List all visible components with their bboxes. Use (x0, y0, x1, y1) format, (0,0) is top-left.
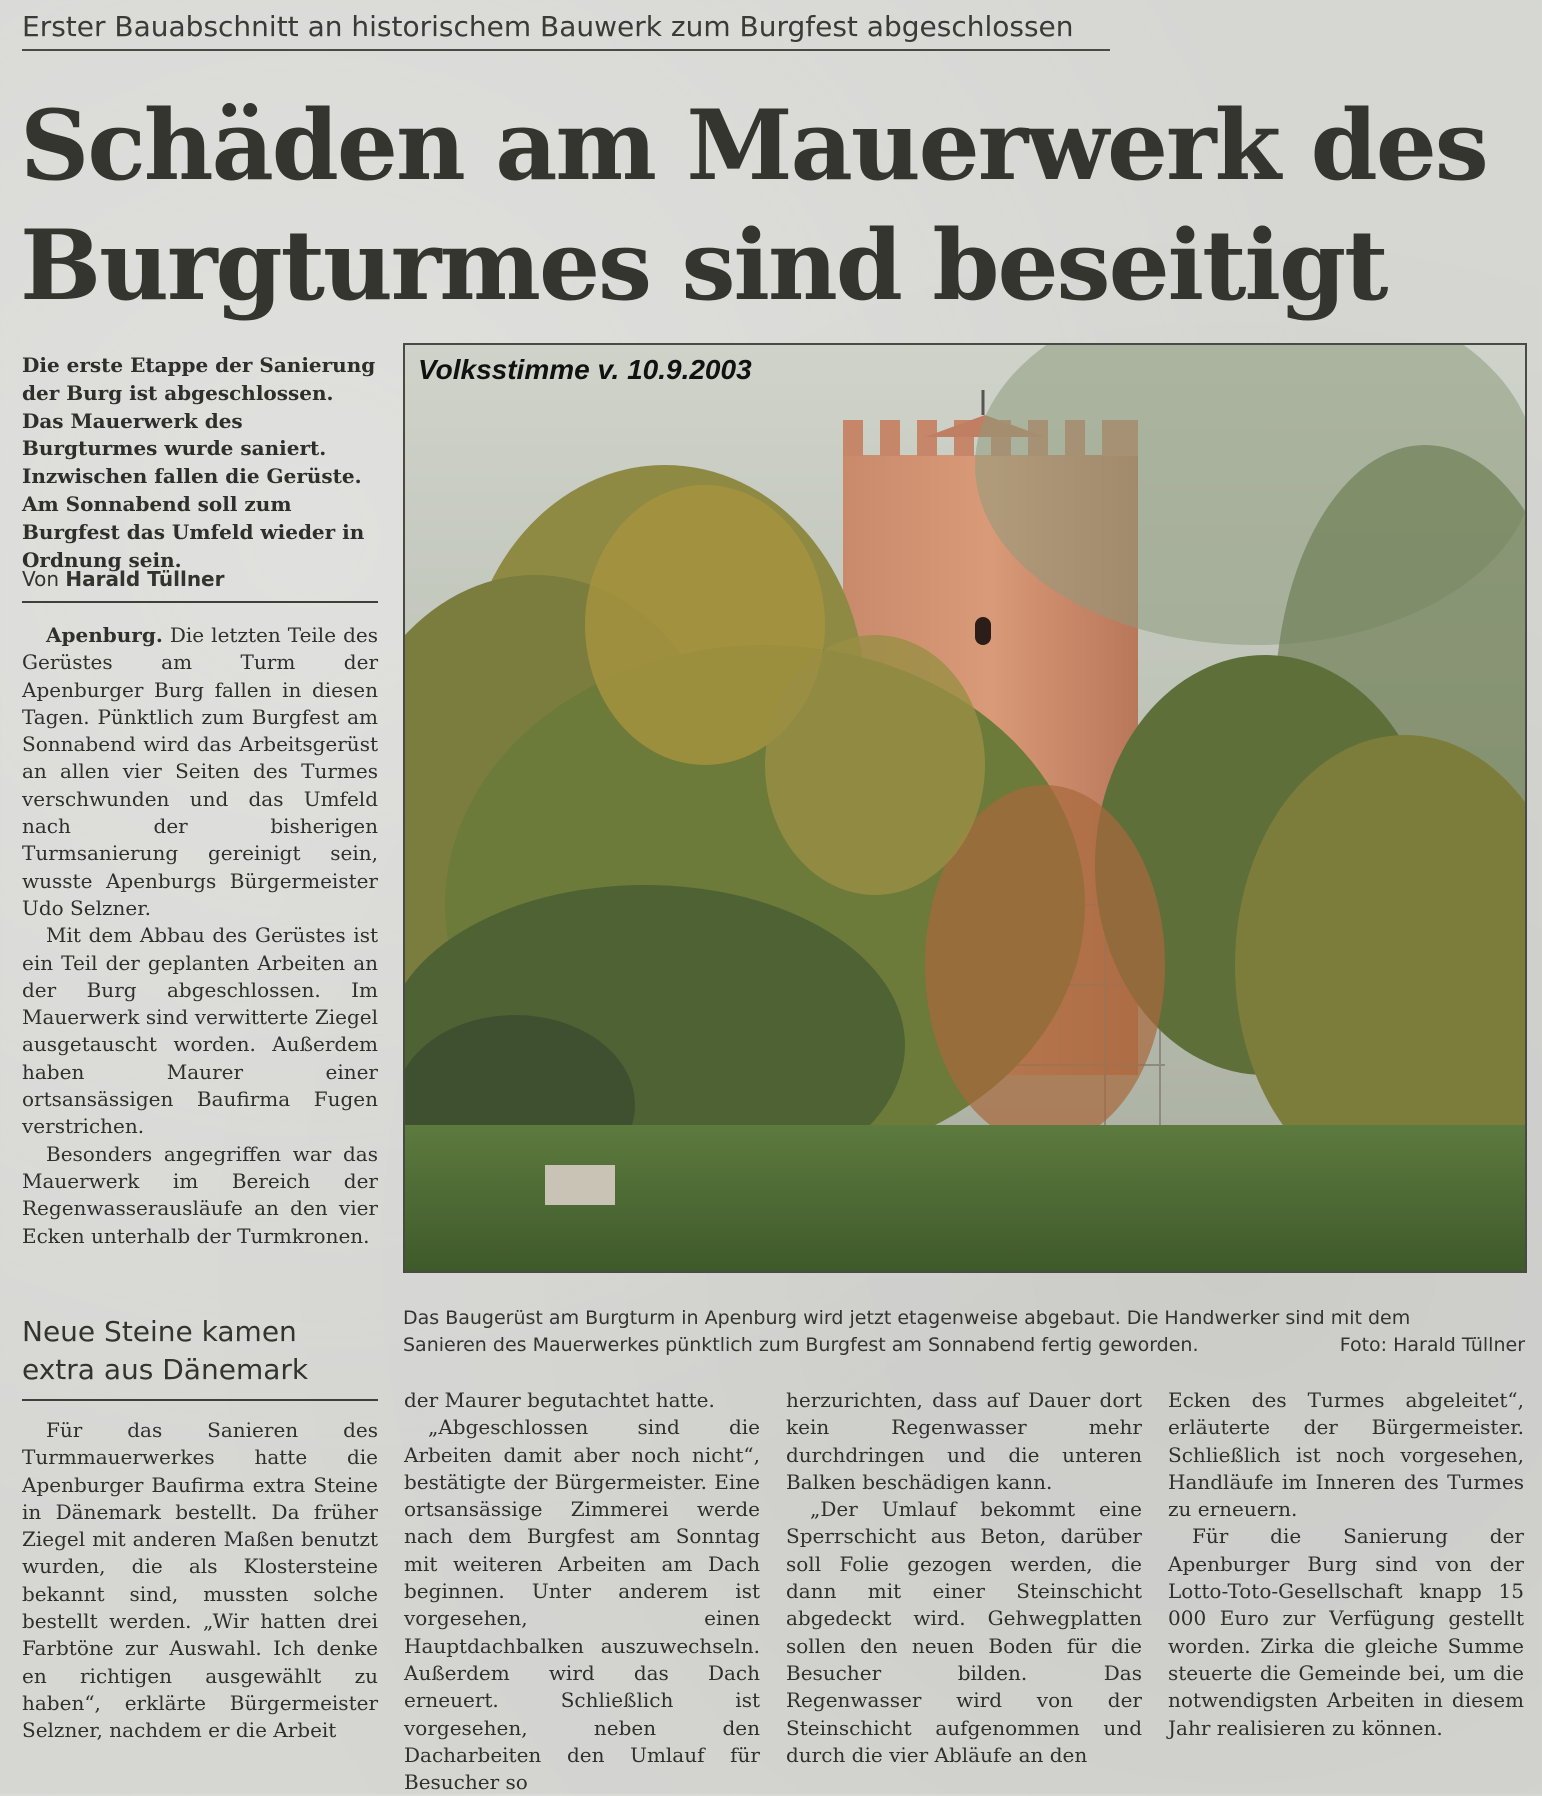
headline-line-1: Schäden am Mauerwerk des (20, 89, 1487, 202)
article-column-4 (786, 1387, 1142, 1769)
paragraph-7: herzurichten, dass auf Dauer dort kein Regenwasser mehr durchdringen und die unteren Balken beschädigen kann. (786, 1388, 1142, 1494)
photo-caption (403, 1305, 1525, 1359)
caption-line-2: Sanieren des Mauerwerkes pünktlich zum Burgfest am Sonnabend fertig geworden. (403, 1334, 1199, 1356)
paragraph-4: Für das Sanieren des Turmmauerwerkes hatte die Apenburger Baufirma extra Steine in Dänemark bestellt. Da früher Ziegel mit anderen Maßen benutzt wurden, die als Klostersteine bekannt sind, mussten solche bestellt werden. „Wir hatten drei Farbtöne zur Auswahl. Ich denke en richtigen ausgewählt zu haben“, erklärte Bürgermeister Selzner, nachdem er die Arbeit (22, 1418, 378, 1743)
article-column-1 (22, 622, 378, 1250)
paragraph-6: „Abgeschlossen sind die Arbeiten damit aber noch nicht“, bestätigte der Bürgermeister. Eine ortsansässige Zimmerei werde nach dem Burgfest am Sonntag mit weiteren Arbeiten am Dach beginnen. Unter anderem ist vorgesehen, einen Hauptdachbalken auszuwechseln. Außerdem wird das Dach erneuert. Schließlich ist vorgesehen, neben den Dacharbeiten den Umlauf für Besucher so (404, 1415, 760, 1795)
tower-photo-illustration (405, 345, 1525, 1271)
article-column-3 (404, 1387, 760, 1796)
subheading: Neue Steine kamen extra aus Dänemark (22, 1313, 378, 1401)
paragraph-3: Besonders angegriffen war das Mauerwerk im Bereich der Regenwasserausläufe an den vier Ecken unterhalb der Turmkronen. (22, 1141, 378, 1248)
headline (20, 86, 1500, 326)
article-column-5 (1168, 1387, 1524, 1742)
article-column-2 (22, 1417, 378, 1745)
tower-photo (403, 343, 1527, 1273)
paragraph-2: Mit dem Abbau des Gerüstes ist ein Teil der geplanten Arbeiten an der Burg abgeschlossen. Im Mauerwerk sind verwitterte Ziegel ausgetauscht worden. Außerdem haben Maurer einer ortsansässigen Baufirma Fugen verstrichen. (22, 923, 378, 1139)
photo-credit: Foto: Harald Tüllner (1339, 1334, 1525, 1356)
teaser: Die erste Etappe der Sanierung der Burg ist abgeschlossen. Das Mauerwerk des Burgturmes wurde saniert. Inzwischen fallen die Gerüste. Am Sonnabend soll zum Burgfest das Umfeld wieder in Ordnung sein. (22, 353, 376, 572)
byline (22, 567, 378, 603)
paragraph-1: Die letzten Teile des Gerüstes am Turm der Apenburger Burg fallen in diesen Tagen. Pünktlich zum Burgfest am Sonnabend wird das Arbeitsgerüst an allen vier Seiten des Turmes verschwunden und das Umfeld nach der bisherigen Turmsanierung gereinigt sein, wusste Apenburgs Bürgermeister Udo Selzner. (22, 623, 378, 920)
dateline: Apenburg. (46, 623, 163, 647)
byline-author: Harald Tüllner (65, 567, 225, 591)
headline-line-2: Burgturmes sind beseitigt (20, 209, 1387, 322)
paragraph-8: „Der Umlauf bekommt eine Sperrschicht aus Beton, darüber soll Folie gezogen werden, die dann mit einer Steinschicht abgedeckt wird. Gehwegplatten sollen den neuen Boden für die Besucher bilden. Das Regenwasser wird von der Steinschicht aufgenommen und durch die vier Abläufe an den (786, 1497, 1142, 1767)
caption-line-1: Das Baugerüst am Burgturm in Apenburg wird jetzt etagenweise abgebaut. Die Handwerker sind mit dem (403, 1307, 1411, 1329)
paragraph-5: der Maurer begutachtet hatte. (404, 1388, 715, 1412)
paragraph-9: Ecken des Turmes abgeleitet“, erläuterte der Bürgermeister. Schließlich ist noch vorgesehen, Handläufe im Inneren des Turmes zu erneuern. (1168, 1388, 1524, 1522)
source-stamp: Volksstimme v. 10.9.2003 (418, 354, 752, 385)
paragraph-10: Für die Sanierung der Apenburger Burg sind von der Lotto-Toto-Gesellschaft knapp 15 000 Euro zur Verfügung gestellt worden. Zirka die gleiche Summe steuerte die Gemeinde bei, um die notwendigsten Arbeiten in diesem Jahr realisieren zu können. (1168, 1524, 1524, 1740)
kicker: Erster Bauabschnitt an historischem Bauwerk zum Burgfest abgeschlossen (22, 10, 1110, 51)
byline-prefix: Von (22, 567, 60, 591)
